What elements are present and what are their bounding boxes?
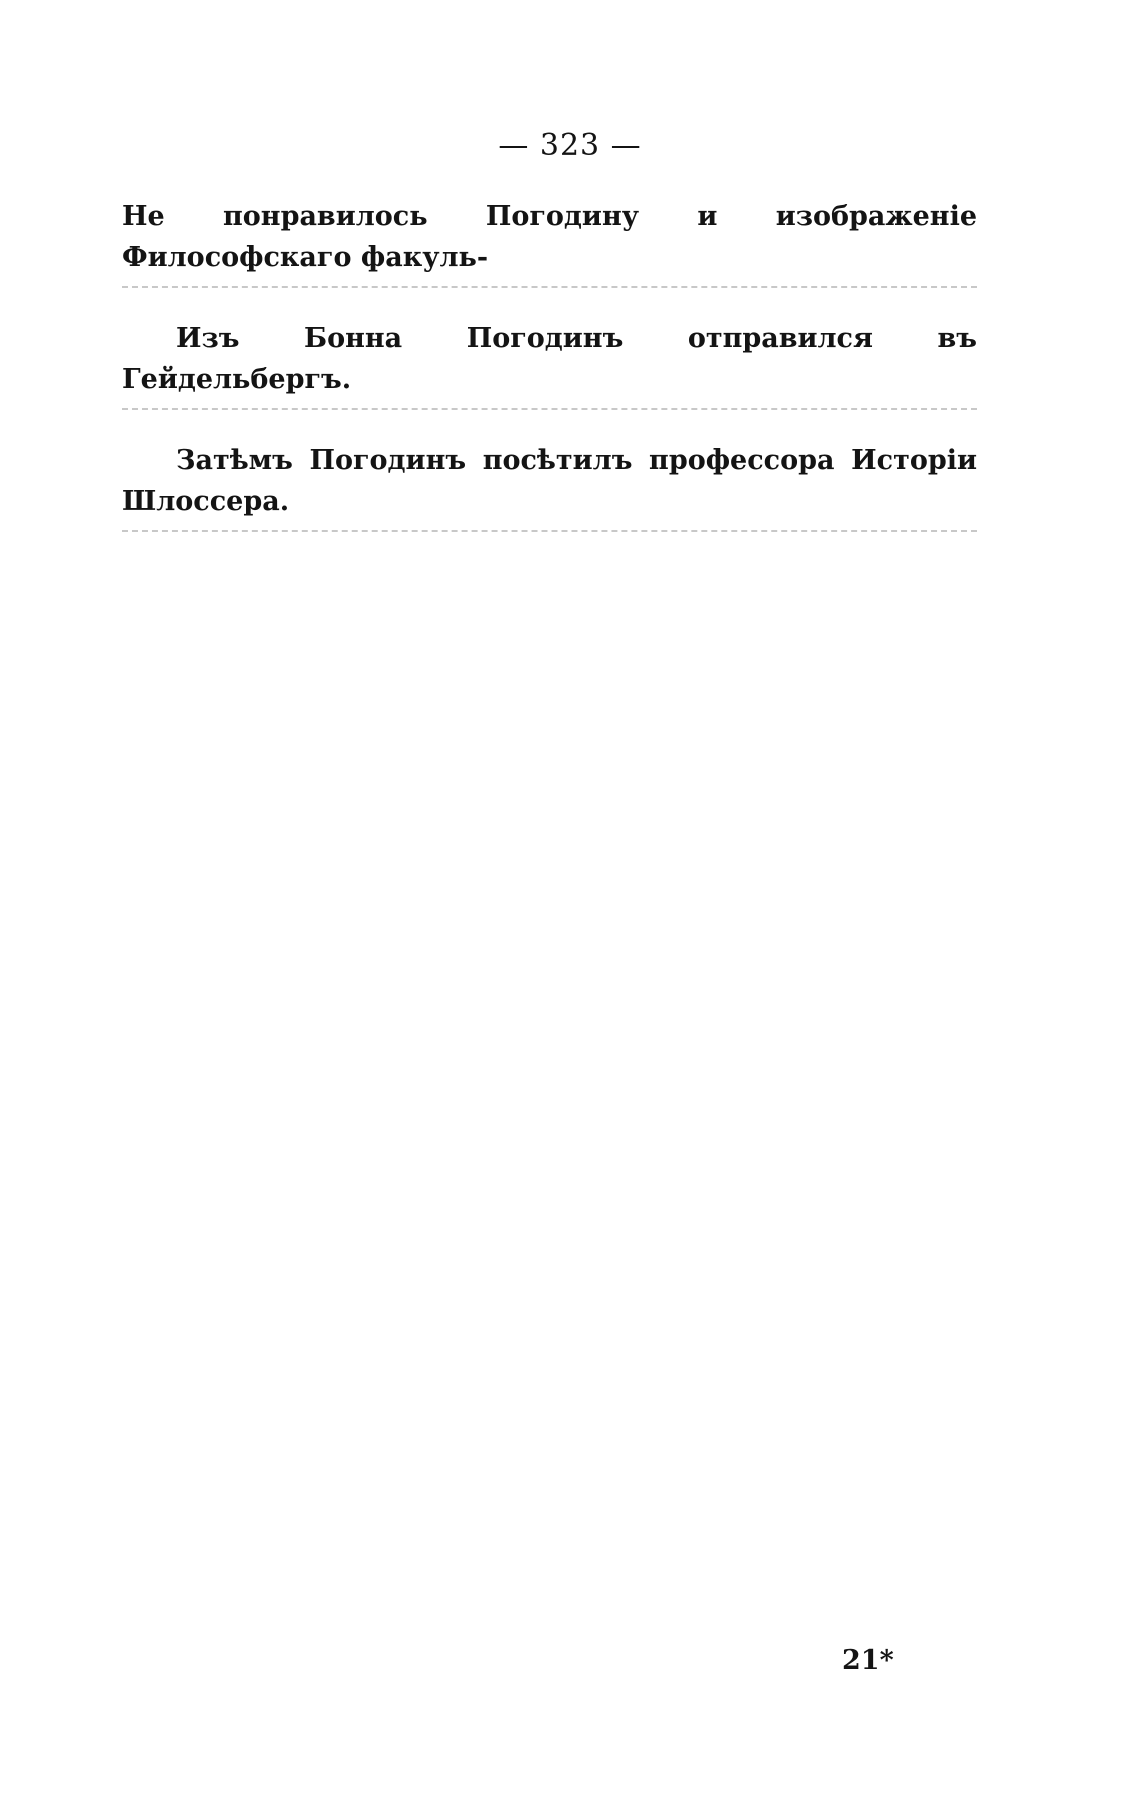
paragraph: [122, 440, 977, 532]
paragraph-excerpt: Не понравилось Погодину и изображеніе Философскаго факуль-: [122, 201, 977, 273]
elided-text: [122, 408, 977, 410]
elided-text: [122, 530, 977, 532]
text-column: [122, 196, 977, 562]
paragraph-excerpt: Затѣмъ Погодинъ посѣтилъ профессора Исторіи Шлоссера.: [122, 445, 977, 517]
signature-mark: 21*: [842, 1645, 894, 1676]
paragraph: [122, 318, 977, 410]
elided-text: [122, 286, 977, 288]
paragraph: [122, 196, 977, 288]
paragraph-excerpt: Изъ Бонна Погодинъ отправился въ Гейдельбергъ.: [122, 323, 977, 395]
page-header: — 323 —: [498, 128, 642, 163]
